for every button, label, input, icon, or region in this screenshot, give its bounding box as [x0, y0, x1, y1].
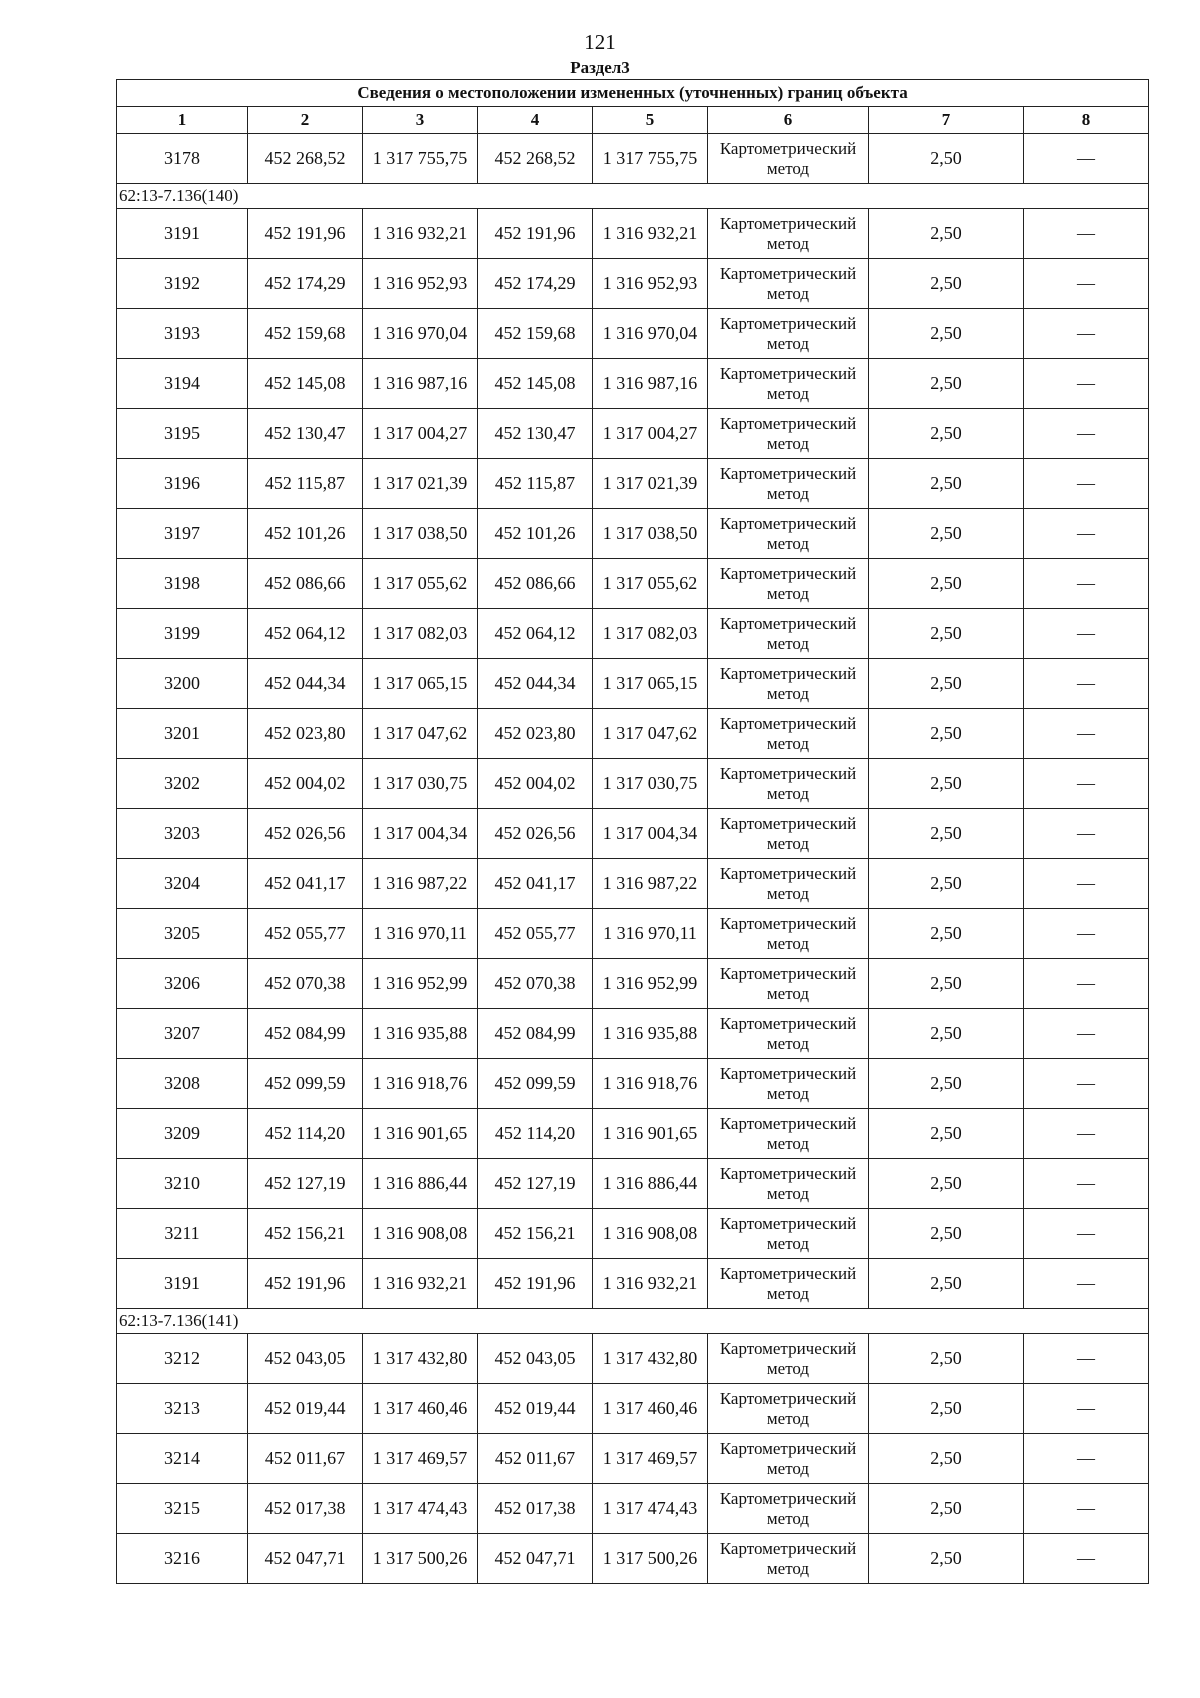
x-existing-cell: 452 099,59 [248, 1059, 363, 1109]
y-new-cell: 1 317 004,34 [593, 809, 708, 859]
y-new-cell: 1 316 908,08 [593, 1209, 708, 1259]
y-new-cell: 1 317 055,62 [593, 559, 708, 609]
table-row [117, 1059, 1149, 1109]
point-number-cell: 3202 [117, 759, 248, 809]
description-cell: — [1024, 459, 1149, 509]
accuracy-cell: 2,50 [869, 309, 1024, 359]
point-number-cell: 3192 [117, 259, 248, 309]
method-cell: Картометрический метод [708, 1109, 869, 1159]
method-cell: Картометрический метод [708, 1009, 869, 1059]
column-number: 5 [593, 107, 708, 134]
method-cell: Картометрический метод [708, 609, 869, 659]
x-new-cell: 452 159,68 [478, 309, 593, 359]
y-existing-cell: 1 317 469,57 [363, 1434, 478, 1484]
y-existing-cell: 1 317 004,27 [363, 409, 478, 459]
y-existing-cell: 1 316 935,88 [363, 1009, 478, 1059]
y-existing-cell: 1 317 474,43 [363, 1484, 478, 1534]
accuracy-cell: 2,50 [869, 1534, 1024, 1584]
table-title-row [117, 80, 1149, 107]
x-new-cell: 452 084,99 [478, 1009, 593, 1059]
description-cell: — [1024, 509, 1149, 559]
point-number-cell: 3196 [117, 459, 248, 509]
accuracy-cell: 2,50 [869, 659, 1024, 709]
accuracy-cell: 2,50 [869, 1059, 1024, 1109]
point-number-cell: 3212 [117, 1334, 248, 1384]
description-cell: — [1024, 959, 1149, 1009]
description-cell: — [1024, 659, 1149, 709]
x-new-cell: 452 145,08 [478, 359, 593, 409]
method-cell: Картометрический метод [708, 1259, 869, 1309]
y-existing-cell: 1 317 047,62 [363, 709, 478, 759]
method-cell: Картометрический метод [708, 134, 869, 184]
point-number-cell: 3214 [117, 1434, 248, 1484]
table-row [117, 309, 1149, 359]
y-new-cell: 1 317 500,26 [593, 1534, 708, 1584]
y-new-cell: 1 316 932,21 [593, 1259, 708, 1309]
point-number-cell: 3209 [117, 1109, 248, 1159]
accuracy-cell: 2,50 [869, 1109, 1024, 1159]
x-existing-cell: 452 174,29 [248, 259, 363, 309]
method-cell: Картометрический метод [708, 509, 869, 559]
y-new-cell: 1 316 932,21 [593, 209, 708, 259]
x-existing-cell: 452 019,44 [248, 1384, 363, 1434]
table-row [117, 1209, 1149, 1259]
description-cell: — [1024, 1059, 1149, 1109]
table-row [117, 809, 1149, 859]
x-existing-cell: 452 156,21 [248, 1209, 363, 1259]
point-number-cell: 3195 [117, 409, 248, 459]
method-cell: Картометрический метод [708, 1059, 869, 1109]
point-number-cell: 3213 [117, 1384, 248, 1434]
y-existing-cell: 1 317 004,34 [363, 809, 478, 859]
parcel-group-row [117, 1309, 1149, 1334]
x-new-cell: 452 268,52 [478, 134, 593, 184]
accuracy-cell: 2,50 [869, 959, 1024, 1009]
accuracy-cell: 2,50 [869, 1384, 1024, 1434]
x-existing-cell: 452 041,17 [248, 859, 363, 909]
y-existing-cell: 1 316 918,76 [363, 1059, 478, 1109]
y-new-cell: 1 316 970,11 [593, 909, 708, 959]
method-cell: Картометрический метод [708, 859, 869, 909]
x-new-cell: 452 026,56 [478, 809, 593, 859]
accuracy-cell: 2,50 [869, 259, 1024, 309]
table-row [117, 509, 1149, 559]
x-existing-cell: 452 159,68 [248, 309, 363, 359]
y-existing-cell: 1 317 021,39 [363, 459, 478, 509]
description-cell: — [1024, 134, 1149, 184]
accuracy-cell: 2,50 [869, 1434, 1024, 1484]
y-existing-cell: 1 316 901,65 [363, 1109, 478, 1159]
y-new-cell: 1 317 047,62 [593, 709, 708, 759]
x-existing-cell: 452 115,87 [248, 459, 363, 509]
description-cell: — [1024, 1009, 1149, 1059]
x-existing-cell: 452 127,19 [248, 1159, 363, 1209]
y-new-cell: 1 317 038,50 [593, 509, 708, 559]
x-existing-cell: 452 047,71 [248, 1534, 363, 1584]
accuracy-cell: 2,50 [869, 1159, 1024, 1209]
table-row [117, 459, 1149, 509]
x-new-cell: 452 004,02 [478, 759, 593, 809]
x-existing-cell: 452 004,02 [248, 759, 363, 809]
table-row [117, 859, 1149, 909]
y-new-cell: 1 316 935,88 [593, 1009, 708, 1059]
table-row [117, 709, 1149, 759]
x-new-cell: 452 070,38 [478, 959, 593, 1009]
point-number-cell: 3215 [117, 1484, 248, 1534]
point-number-cell: 3216 [117, 1534, 248, 1584]
table-row [117, 1109, 1149, 1159]
x-existing-cell: 452 055,77 [248, 909, 363, 959]
point-number-cell: 3194 [117, 359, 248, 409]
parcel-group-label: 62:13-7.136(141) [117, 1309, 1149, 1334]
y-new-cell: 1 316 952,99 [593, 959, 708, 1009]
x-existing-cell: 452 011,67 [248, 1434, 363, 1484]
y-existing-cell: 1 316 932,21 [363, 209, 478, 259]
description-cell: — [1024, 1484, 1149, 1534]
x-new-cell: 452 064,12 [478, 609, 593, 659]
description-cell: — [1024, 1259, 1149, 1309]
description-cell: — [1024, 1109, 1149, 1159]
table-row [117, 1484, 1149, 1534]
y-existing-cell: 1 317 755,75 [363, 134, 478, 184]
y-existing-cell: 1 316 952,99 [363, 959, 478, 1009]
x-existing-cell: 452 114,20 [248, 1109, 363, 1159]
point-number-cell: 3208 [117, 1059, 248, 1109]
table-title: Сведения о местоположении измененных (уточненных) границ объекта [117, 80, 1149, 107]
method-cell: Картометрический метод [708, 1434, 869, 1484]
accuracy-cell: 2,50 [869, 359, 1024, 409]
method-cell: Картометрический метод [708, 409, 869, 459]
point-number-cell: 3206 [117, 959, 248, 1009]
table-row [117, 359, 1149, 409]
accuracy-cell: 2,50 [869, 509, 1024, 559]
method-cell: Картометрический метод [708, 459, 869, 509]
y-existing-cell: 1 317 065,15 [363, 659, 478, 709]
x-existing-cell: 452 043,05 [248, 1334, 363, 1384]
accuracy-cell: 2,50 [869, 134, 1024, 184]
table-row [117, 759, 1149, 809]
description-cell: — [1024, 859, 1149, 909]
y-new-cell: 1 317 082,03 [593, 609, 708, 659]
method-cell: Картометрический метод [708, 1484, 869, 1534]
page-number: 121 [584, 30, 616, 54]
x-existing-cell: 452 017,38 [248, 1484, 363, 1534]
accuracy-cell: 2,50 [869, 459, 1024, 509]
point-number-cell: 3205 [117, 909, 248, 959]
y-existing-cell: 1 316 987,16 [363, 359, 478, 409]
y-new-cell: 1 316 901,65 [593, 1109, 708, 1159]
y-existing-cell: 1 317 432,80 [363, 1334, 478, 1384]
x-existing-cell: 452 101,26 [248, 509, 363, 559]
y-existing-cell: 1 316 932,21 [363, 1259, 478, 1309]
x-new-cell: 452 101,26 [478, 509, 593, 559]
point-number-cell: 3191 [117, 209, 248, 259]
x-new-cell: 452 099,59 [478, 1059, 593, 1109]
y-new-cell: 1 317 030,75 [593, 759, 708, 809]
x-new-cell: 452 011,67 [478, 1434, 593, 1484]
method-cell: Картометрический метод [708, 559, 869, 609]
accuracy-cell: 2,50 [869, 609, 1024, 659]
y-existing-cell: 1 317 038,50 [363, 509, 478, 559]
table-row [117, 909, 1149, 959]
y-new-cell: 1 316 970,04 [593, 309, 708, 359]
description-cell: — [1024, 259, 1149, 309]
y-new-cell: 1 316 918,76 [593, 1059, 708, 1109]
point-number-cell: 3191 [117, 1259, 248, 1309]
accuracy-cell: 2,50 [869, 1259, 1024, 1309]
accuracy-cell: 2,50 [869, 409, 1024, 459]
table-row [117, 409, 1149, 459]
point-number-cell: 3203 [117, 809, 248, 859]
x-new-cell: 452 017,38 [478, 1484, 593, 1534]
description-cell: — [1024, 909, 1149, 959]
accuracy-cell: 2,50 [869, 1009, 1024, 1059]
column-number: 7 [869, 107, 1024, 134]
description-cell: — [1024, 759, 1149, 809]
method-cell: Картометрический метод [708, 1334, 869, 1384]
x-existing-cell: 452 070,38 [248, 959, 363, 1009]
description-cell: — [1024, 809, 1149, 859]
table-row [117, 259, 1149, 309]
accuracy-cell: 2,50 [869, 1209, 1024, 1259]
point-number-cell: 3178 [117, 134, 248, 184]
description-cell: — [1024, 1384, 1149, 1434]
x-existing-cell: 452 044,34 [248, 659, 363, 709]
y-existing-cell: 1 317 082,03 [363, 609, 478, 659]
description-cell: — [1024, 609, 1149, 659]
method-cell: Картометрический метод [708, 659, 869, 709]
x-existing-cell: 452 084,99 [248, 1009, 363, 1059]
method-cell: Картометрический метод [708, 1384, 869, 1434]
point-number-cell: 3197 [117, 509, 248, 559]
method-cell: Картометрический метод [708, 209, 869, 259]
column-number: 4 [478, 107, 593, 134]
x-existing-cell: 452 130,47 [248, 409, 363, 459]
accuracy-cell: 2,50 [869, 1334, 1024, 1384]
method-cell: Картометрический метод [708, 709, 869, 759]
column-number: 2 [248, 107, 363, 134]
description-cell: — [1024, 1534, 1149, 1584]
x-existing-cell: 452 145,08 [248, 359, 363, 409]
column-number: 3 [363, 107, 478, 134]
x-new-cell: 452 041,17 [478, 859, 593, 909]
point-number-cell: 3207 [117, 1009, 248, 1059]
description-cell: — [1024, 1334, 1149, 1384]
y-new-cell: 1 316 952,93 [593, 259, 708, 309]
point-number-cell: 3201 [117, 709, 248, 759]
y-new-cell: 1 317 755,75 [593, 134, 708, 184]
description-cell: — [1024, 1209, 1149, 1259]
y-new-cell: 1 317 432,80 [593, 1334, 708, 1384]
accuracy-cell: 2,50 [869, 759, 1024, 809]
accuracy-cell: 2,50 [869, 809, 1024, 859]
x-new-cell: 452 114,20 [478, 1109, 593, 1159]
table-row [117, 1334, 1149, 1384]
y-new-cell: 1 316 886,44 [593, 1159, 708, 1209]
table-row [117, 659, 1149, 709]
accuracy-cell: 2,50 [869, 1484, 1024, 1534]
x-new-cell: 452 130,47 [478, 409, 593, 459]
table-row [117, 134, 1149, 184]
x-new-cell: 452 156,21 [478, 1209, 593, 1259]
table-row [117, 959, 1149, 1009]
parcel-group-row [117, 184, 1149, 209]
x-new-cell: 452 174,29 [478, 259, 593, 309]
x-new-cell: 452 086,66 [478, 559, 593, 609]
y-new-cell: 1 316 987,22 [593, 859, 708, 909]
point-number-cell: 3199 [117, 609, 248, 659]
x-new-cell: 452 047,71 [478, 1534, 593, 1584]
method-cell: Картометрический метод [708, 909, 869, 959]
y-existing-cell: 1 316 886,44 [363, 1159, 478, 1209]
y-existing-cell: 1 316 952,93 [363, 259, 478, 309]
table-row [117, 1159, 1149, 1209]
method-cell: Картометрический метод [708, 1159, 869, 1209]
table-row [117, 609, 1149, 659]
x-new-cell: 452 115,87 [478, 459, 593, 509]
x-new-cell: 452 019,44 [478, 1384, 593, 1434]
accuracy-cell: 2,50 [869, 859, 1024, 909]
method-cell: Картометрический метод [708, 1534, 869, 1584]
y-new-cell: 1 317 474,43 [593, 1484, 708, 1534]
table-row [117, 1384, 1149, 1434]
method-cell: Картометрический метод [708, 359, 869, 409]
table-body [117, 80, 1149, 1584]
x-existing-cell: 452 268,52 [248, 134, 363, 184]
method-cell: Картометрический метод [708, 959, 869, 1009]
method-cell: Картометрический метод [708, 809, 869, 859]
y-new-cell: 1 317 469,57 [593, 1434, 708, 1484]
column-number: 6 [708, 107, 869, 134]
point-number-cell: 3198 [117, 559, 248, 609]
x-existing-cell: 452 064,12 [248, 609, 363, 659]
x-new-cell: 452 043,05 [478, 1334, 593, 1384]
y-new-cell: 1 317 021,39 [593, 459, 708, 509]
description-cell: — [1024, 1159, 1149, 1209]
description-cell: — [1024, 209, 1149, 259]
accuracy-cell: 2,50 [869, 559, 1024, 609]
accuracy-cell: 2,50 [869, 909, 1024, 959]
column-number: 1 [117, 107, 248, 134]
description-cell: — [1024, 409, 1149, 459]
y-existing-cell: 1 316 908,08 [363, 1209, 478, 1259]
point-number-cell: 3204 [117, 859, 248, 909]
x-existing-cell: 452 191,96 [248, 1259, 363, 1309]
y-existing-cell: 1 317 500,26 [363, 1534, 478, 1584]
description-cell: — [1024, 1434, 1149, 1484]
table-row [117, 209, 1149, 259]
table-row [117, 559, 1149, 609]
x-existing-cell: 452 026,56 [248, 809, 363, 859]
y-existing-cell: 1 317 055,62 [363, 559, 478, 609]
description-cell: — [1024, 309, 1149, 359]
accuracy-cell: 2,50 [869, 709, 1024, 759]
table-row [117, 1009, 1149, 1059]
y-new-cell: 1 317 460,46 [593, 1384, 708, 1434]
y-existing-cell: 1 316 970,11 [363, 909, 478, 959]
accuracy-cell: 2,50 [869, 209, 1024, 259]
point-number-cell: 3210 [117, 1159, 248, 1209]
y-new-cell: 1 317 065,15 [593, 659, 708, 709]
section-label: Раздел3 [570, 58, 630, 77]
description-cell: — [1024, 709, 1149, 759]
x-new-cell: 452 023,80 [478, 709, 593, 759]
point-number-cell: 3200 [117, 659, 248, 709]
column-number-row [117, 107, 1149, 134]
y-existing-cell: 1 316 987,22 [363, 859, 478, 909]
x-new-cell: 452 055,77 [478, 909, 593, 959]
y-new-cell: 1 317 004,27 [593, 409, 708, 459]
method-cell: Картометрический метод [708, 1209, 869, 1259]
description-cell: — [1024, 559, 1149, 609]
method-cell: Картометрический метод [708, 259, 869, 309]
table-row [117, 1534, 1149, 1584]
y-existing-cell: 1 317 030,75 [363, 759, 478, 809]
y-new-cell: 1 316 987,16 [593, 359, 708, 409]
method-cell: Картометрический метод [708, 309, 869, 359]
y-existing-cell: 1 317 460,46 [363, 1384, 478, 1434]
parcel-group-label: 62:13-7.136(140) [117, 184, 1149, 209]
x-new-cell: 452 127,19 [478, 1159, 593, 1209]
column-number: 8 [1024, 107, 1149, 134]
point-number-cell: 3211 [117, 1209, 248, 1259]
x-new-cell: 452 044,34 [478, 659, 593, 709]
x-new-cell: 452 191,96 [478, 1259, 593, 1309]
coordinates-table [116, 79, 1149, 1584]
point-number-cell: 3193 [117, 309, 248, 359]
x-existing-cell: 452 086,66 [248, 559, 363, 609]
x-new-cell: 452 191,96 [478, 209, 593, 259]
table-row [117, 1259, 1149, 1309]
description-cell: — [1024, 359, 1149, 409]
x-existing-cell: 452 023,80 [248, 709, 363, 759]
y-existing-cell: 1 316 970,04 [363, 309, 478, 359]
method-cell: Картометрический метод [708, 759, 869, 809]
table-row [117, 1434, 1149, 1484]
x-existing-cell: 452 191,96 [248, 209, 363, 259]
